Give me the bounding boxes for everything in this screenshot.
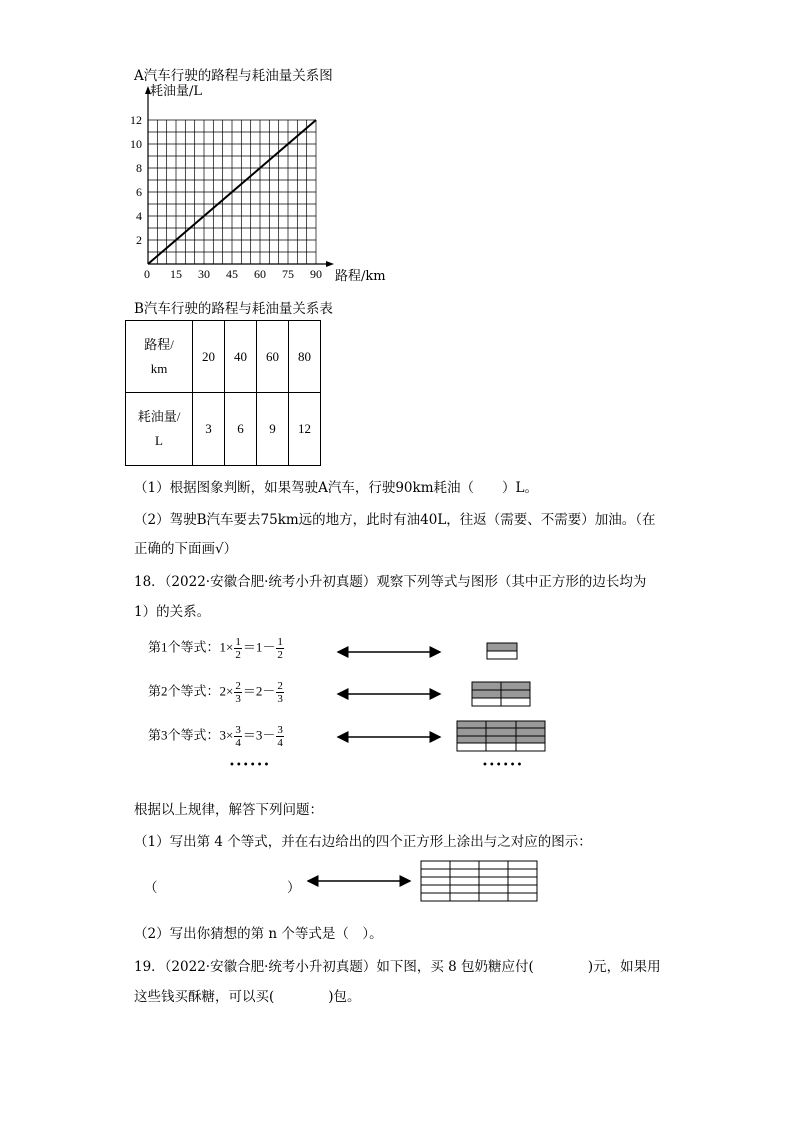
numerator: 2: [277, 680, 283, 692]
chart-title: A汽车行驶的路程与耗油量关系图: [134, 68, 333, 84]
x-axis-arrow-icon: [326, 261, 334, 267]
table-cell: 40: [225, 321, 257, 393]
numerator: 2: [235, 680, 241, 692]
q19-text: )包。: [328, 989, 361, 1005]
q18-part1: （1）写出第 4 个等式，并在右边给出的四个正方形上涂出与之对应的图示：: [134, 834, 592, 850]
q17-part2-line1: （2）驾驶B汽车要去75km远的地方，此时有油40L，往返（需要、不需要）加油。（在: [134, 512, 656, 528]
q19-text: )元，如果用: [587, 959, 661, 975]
table-cell: 60: [257, 321, 289, 393]
q17-part2-line2: 正确的下面画√）: [134, 541, 238, 557]
row-head-line1: 路程/: [144, 336, 174, 352]
x-tick-label: 15: [170, 267, 182, 281]
continuation-dots: ••••••: [229, 760, 271, 771]
x-tick-label: 75: [282, 267, 294, 281]
numerator: 3: [235, 724, 241, 736]
square-figure-4[interactable]: [300, 856, 545, 906]
row-head-line1: 耗油量/: [137, 409, 181, 424]
equation-2: [148, 680, 285, 705]
table-cell: 12: [289, 393, 321, 466]
denominator: 2: [277, 649, 283, 661]
q18-stem-line1: 18．（2022·安徽合肥·统考小升初真题）观察下列等式与图形（其中正方形的边长均为: [134, 574, 647, 590]
equation-label: 第2个等式：: [148, 683, 220, 699]
row-head-line2: L: [155, 433, 163, 448]
q17-part1: [134, 476, 538, 496]
table-title: B汽车行驶的路程与耗油量关系表: [134, 301, 333, 317]
square-figure-1: [487, 643, 517, 659]
fraction: [276, 724, 284, 749]
y-tick-label: 2: [136, 233, 142, 247]
eq-term: ＝3－: [242, 727, 276, 743]
data-table: [125, 320, 321, 466]
equation-1: [148, 636, 285, 661]
equation-label: 第3个等式：: [148, 727, 220, 743]
q19-text: 这些钱买酥糖，可以买(: [134, 989, 275, 1005]
eq-term: ＝1－: [242, 639, 276, 655]
row-head-line2: km: [150, 360, 168, 376]
q19-line2: [134, 985, 361, 1005]
table-row-head: [126, 321, 193, 393]
denominator: 4: [235, 737, 241, 749]
q18-rule: 根据以上规律，解答下列问题：: [134, 802, 323, 818]
blank-square-grid[interactable]: [421, 861, 537, 901]
x-tick-label: 90: [310, 267, 322, 281]
denominator: 3: [277, 693, 283, 705]
q18-part2: （2）写出你猜想的第 n 个等式是（ ）。: [134, 926, 383, 942]
table-cell: 6: [225, 393, 257, 466]
eq-term: 2×: [219, 683, 234, 699]
equation-figures: [330, 636, 560, 776]
q17-part1-text: （1）根据图象判断，如果驾驶A汽车，行驶90km耗油（: [134, 480, 474, 496]
continuation-dots: ••••••: [482, 760, 524, 771]
square-figure-3: [457, 721, 545, 751]
eq-term: 1×: [219, 639, 234, 655]
q19-text: 19．（2022·安徽合肥·统考小升初真题）如下图，买 8 包奶糖应付(: [134, 959, 534, 975]
y-tick-label: 10: [130, 137, 142, 151]
fraction: [234, 680, 242, 705]
fraction: [234, 636, 242, 661]
table-cell: 3: [193, 393, 225, 466]
y-tick-label: 4: [136, 209, 142, 223]
denominator: 3: [235, 693, 241, 705]
paren-open: （: [144, 880, 158, 896]
equation-3: [148, 724, 285, 749]
fraction: [276, 680, 284, 705]
q18-stem-line2: 1）的关系。: [134, 604, 211, 620]
q17-part1-unit: ）L。: [502, 480, 538, 496]
square-figure-2: [472, 682, 530, 706]
equation-label: 第1个等式：: [148, 639, 220, 655]
y-tick-label: 8: [136, 161, 142, 175]
numerator: 3: [277, 724, 283, 736]
origin-label: 0: [144, 267, 150, 281]
y-tick-label: 6: [136, 185, 142, 199]
x-axis-label: 路程/km: [335, 269, 386, 284]
x-tick-label: 30: [198, 267, 210, 281]
y-axis-label: 耗油量/L: [150, 84, 203, 99]
denominator: 4: [277, 737, 283, 749]
eq-term: ＝2－: [242, 683, 276, 699]
paren-close: ）: [287, 880, 301, 896]
q19-line1: [134, 955, 661, 975]
x-tick-label: 60: [254, 267, 266, 281]
chart-a: [118, 80, 408, 285]
answer-blank[interactable]: [162, 872, 288, 894]
table-cell: 20: [193, 321, 225, 393]
y-tick-label: 12: [130, 113, 142, 127]
fraction: [234, 724, 242, 749]
eq-term: 3×: [219, 727, 234, 743]
numerator: 1: [277, 636, 283, 648]
table-cell: 9: [257, 393, 289, 466]
numerator: 1: [235, 636, 241, 648]
x-tick-label: 45: [226, 267, 238, 281]
table-cell: 80: [289, 321, 321, 393]
denominator: 2: [235, 649, 241, 661]
fraction: [276, 636, 284, 661]
table-row-head: [126, 393, 193, 466]
